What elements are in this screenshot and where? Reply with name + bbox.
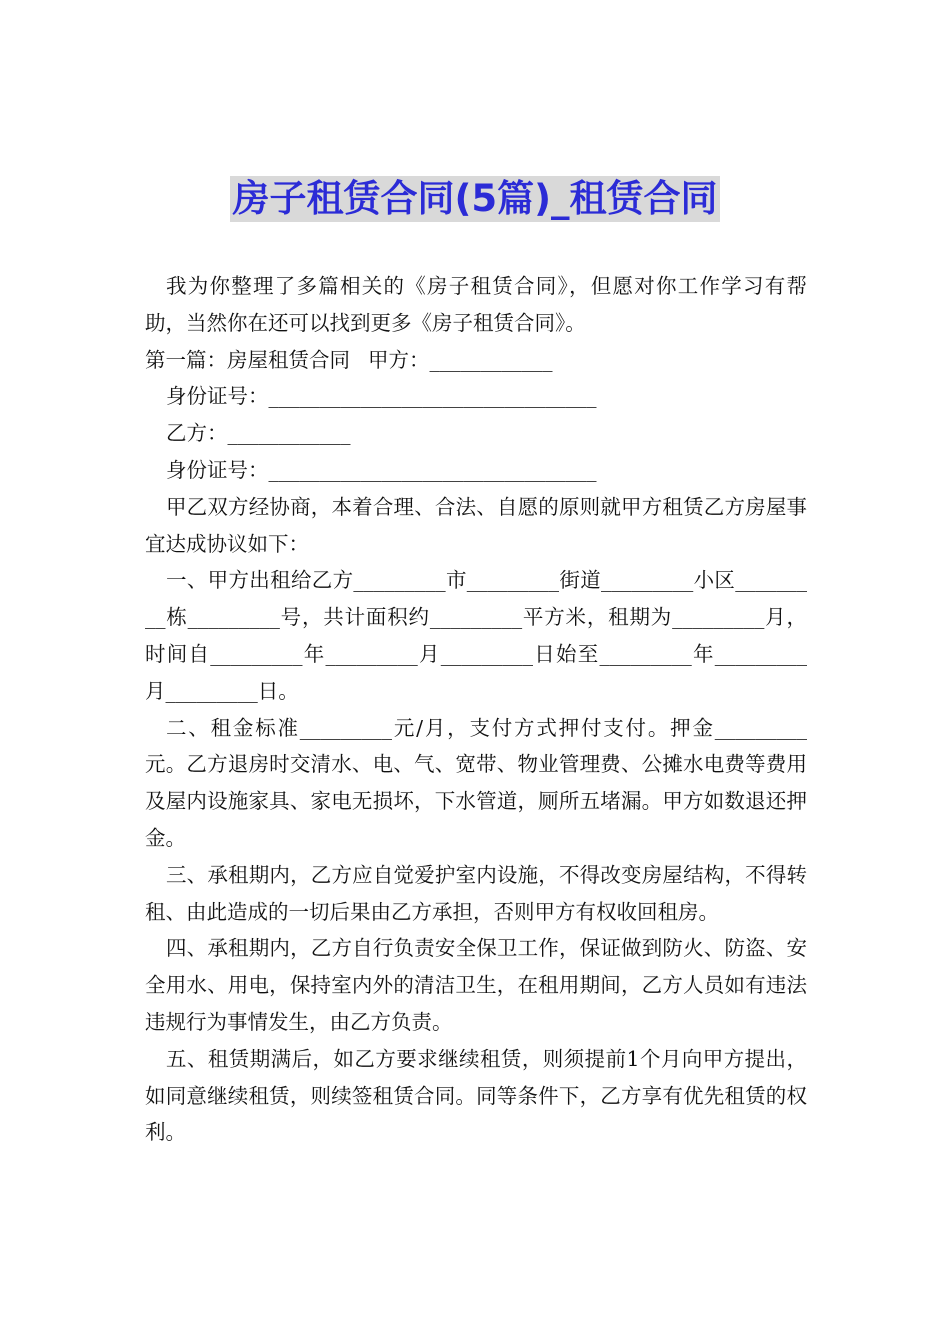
- clause-4-paragraph: 四、承租期内，乙方自行负责安全保卫工作，保证做到防火、防盗、安全用水、用电，保持室内外的清洁卫生，在租用期间，乙方人员如有违法违规行为事情发生，由乙方负责。: [145, 936, 807, 1034]
- intro-paragraph: 我为你整理了多篇相关的《房子租赁合同》，但愿对你工作学习有帮助，当然你在还可以找到更多《房子租赁合同》。: [145, 274, 807, 335]
- id-b-field: 身份证号：________________________________: [166, 457, 597, 482]
- title-area: [0, 176, 950, 222]
- chapter-heading: 第一篇：房屋租赁合同: [145, 347, 350, 372]
- clause-2-paragraph: 二、租金标准_________元/月，支付方式押付支付。押金_________元。乙方退房时交清水、电、气、宽带、物业管理费、公摊水电费等费用及屋内设施家具、家电无损坏，下水管道，厕所五堵漏。甲方如数退还押金。: [145, 715, 807, 850]
- id-a-field: 身份证号：________________________________: [166, 384, 597, 409]
- clause-3-paragraph: 三、承租期内，乙方应自觉爱护室内设施，不得改变房屋结构，不得转租、由此造成的一切后果由乙方承担，否则甲方有权收回租房。: [145, 862, 807, 924]
- chapter-heading-line: [145, 342, 807, 379]
- document-title: 房子租赁合同(5篇)_租赁合同: [232, 177, 718, 220]
- party-a-field: 甲方：____________: [368, 347, 553, 372]
- party-b-field: 乙方：____________: [166, 421, 351, 446]
- clause-1-paragraph: 一、甲方出租给乙方_________市_________街道_________小区_________栋_________号，共计面积约_________平方米，租期为_________月，时间自_________年_________月_________日始至_________年_________月_________日。: [145, 568, 807, 703]
- preamble-paragraph: 甲乙双方经协商，本着合理、合法、自愿的原则就甲方租赁乙方房屋事宜达成协议如下：: [145, 494, 807, 556]
- clause-5-paragraph: 五、租赁期满后，如乙方要求继续租赁，则须提前1个月向甲方提出，如同意继续租赁，则续签租赁合同。同等条件下，乙方享有优先租赁的权利。: [145, 1046, 807, 1145]
- document-body: [145, 268, 807, 1151]
